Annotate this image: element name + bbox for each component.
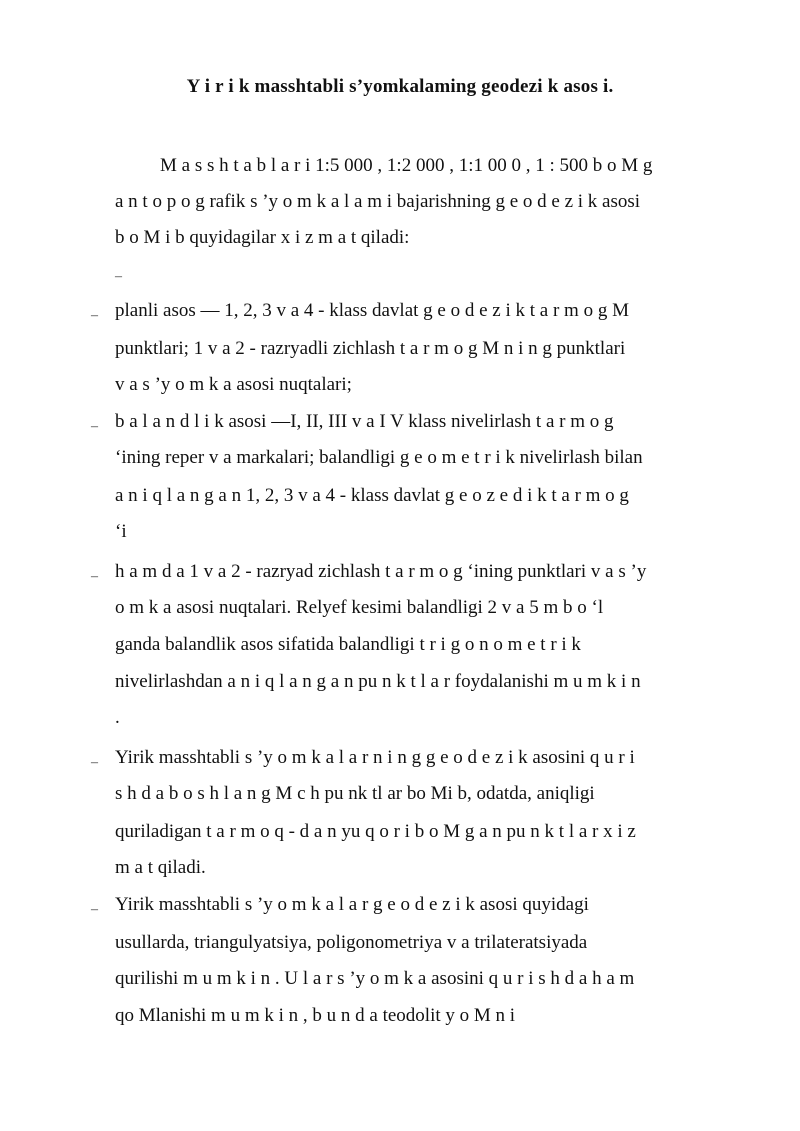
bullet-marker-1: ‒: [91, 308, 98, 323]
item-5-line-2: usullarda, triangulyatsiya, poligonometriya v a trilateratsiyada: [115, 932, 588, 953]
intro-line-1: M a s s h t a b l a r i 1:5 000 , 1:2 000 , 1:1 00 0 , 1 : 500 b o M g: [160, 155, 653, 176]
item-5-line-1: Yirik masshtabli s ’y o m k a l a r g e o d e z i k asosi quyidagi: [115, 894, 589, 915]
item-3-line-3: ganda balandlik asos sifatida balandligi t r i g o n o m e t r i k: [115, 634, 581, 655]
item-2-line-1: b a l a n d l i k asosi —I, II, III v a I V klass nivelirlash t a r m o g: [115, 411, 614, 432]
item-5-line-3: qurilishi m u m k i n . U l a r s ’y o m k a asosini q u r i s h d a h a m: [115, 968, 635, 989]
bullet-marker-5: ‒: [91, 902, 98, 917]
item-1-line-1: planli asos — 1, 2, 3 v a 4 - klass davlat g e o d e z i k t a r m o g M: [115, 300, 629, 321]
item-2-line-4: ‘i: [115, 521, 127, 542]
item-4-line-3: quriladigan t a r m o q - d a n yu q o r i b o M g a n pu n k t l a r x i z: [115, 821, 636, 842]
bullet-marker-2: ‒: [91, 419, 98, 434]
item-3-line-4: nivelirlashdan a n i q l a n g a n pu n k t l a r foydalanishi m u m k i n: [115, 671, 641, 692]
bullet-marker-3: ‒: [91, 569, 98, 584]
item-2-line-3: a n i q l a n g a n 1, 2, 3 v a 4 - klass davlat g e o z e d i k t a r m o g: [115, 485, 629, 506]
item-4-line-2: s h d a b o s h l a n g M c h pu nk tl ar bo Mi b, odatda, aniqligi: [115, 783, 595, 804]
item-2-line-2: ‘ining reper v a markalari; balandligi g e o m e t r i k nivelirlash bilan: [115, 447, 643, 468]
item-3-line-2: o m k a asosi nuqtalari. Relyef kesimi balandligi 2 v a 5 m b o ‘l: [115, 597, 604, 618]
item-1-line-2: punktlari; 1 v a 2 - razryadli zichlash t a r m o g M n i n g punktlari: [115, 338, 626, 359]
intro-line-2: a n t o p o g rafik s ’y o m k a l a m i bajarishning g e o d e z i k asosi: [115, 191, 641, 212]
item-3-line-1: h a m d a 1 v a 2 - razryad zichlash t a r m o g ‘ining punktlari v a s ’y: [115, 561, 647, 582]
item-5-line-4: qo Mlanishi m u m k i n , b u n d a teodolit y o M n i: [115, 1005, 516, 1026]
item-4-line-4: m a t qiladi.: [115, 857, 206, 878]
intro-line-3: b o M i b quyidagilar x i z m a t qiladi:: [115, 227, 410, 248]
bullet-marker-4: ‒: [91, 755, 98, 770]
page-title: Y i r i k masshtabli s’yomkalaming geodezi k asos i.: [186, 76, 614, 97]
item-1-line-3: v a s ’y o m k a asosi nuqtalari;: [115, 374, 352, 395]
item-4-line-1: Yirik masshtabli s ’y o m k a l a r n i n g g e o d e z i k asosini q u r i: [115, 747, 635, 768]
item-3-line-5: .: [115, 707, 120, 728]
empty-bullet-marker: ‒: [115, 269, 122, 284]
